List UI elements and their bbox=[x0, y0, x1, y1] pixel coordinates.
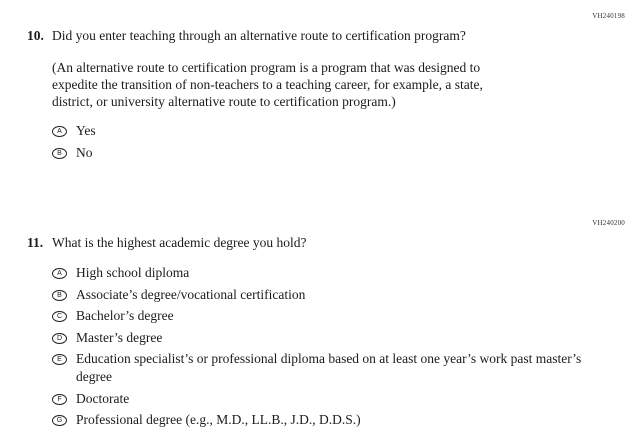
option-doctorate[interactable] bbox=[52, 390, 621, 408]
answer-bubble-icon[interactable]: G bbox=[52, 415, 67, 426]
answer-bubble-icon[interactable]: B bbox=[52, 290, 67, 301]
answer-bubble-icon[interactable]: A bbox=[52, 126, 67, 137]
answer-bubble-icon[interactable]: B bbox=[52, 148, 67, 159]
option-education-specialist[interactable] bbox=[52, 350, 621, 385]
question-number-11: 11. bbox=[27, 235, 44, 251]
answer-bubble-icon[interactable]: E bbox=[52, 354, 67, 365]
option-label: Bachelor’s degree bbox=[76, 308, 174, 324]
question-block-11 bbox=[0, 219, 635, 432]
option-no[interactable] bbox=[52, 144, 621, 162]
answer-bubble-icon[interactable]: D bbox=[52, 333, 67, 344]
option-label: Professional degree (e.g., M.D., LL.B., J.D., D.D.S.) bbox=[76, 412, 361, 428]
option-label: Master’s degree bbox=[76, 329, 163, 345]
option-bachelors-degree[interactable] bbox=[52, 307, 621, 325]
question-number-10: 10. bbox=[27, 28, 44, 43]
option-professional-degree[interactable] bbox=[52, 411, 621, 429]
option-masters-degree[interactable] bbox=[52, 329, 621, 347]
answer-bubble-icon[interactable]: C bbox=[52, 311, 67, 322]
answer-bubble-icon[interactable]: F bbox=[52, 394, 67, 405]
option-associates-degree[interactable] bbox=[52, 286, 621, 304]
option-label: Education specialist’s or professional diploma based on at least one year’s work past master’s degree bbox=[76, 351, 582, 384]
option-label: Doctorate bbox=[76, 390, 130, 406]
question-text-10: Did you enter teaching through an alternative route to certification program? bbox=[52, 28, 466, 43]
answer-bubble-icon[interactable]: A bbox=[52, 268, 67, 279]
question-block-10 bbox=[0, 12, 635, 165]
item-code-10: VH240198 bbox=[592, 12, 625, 20]
option-yes[interactable] bbox=[52, 122, 621, 140]
question-note-10: (An alternative route to certification program is a program that was designed to expedite the transition of non-teachers to a teaching career, for example, a state, district, or university alternative route to certification program.) bbox=[52, 59, 483, 110]
option-label: Yes bbox=[76, 123, 96, 139]
option-label: High school diploma bbox=[76, 265, 190, 281]
item-code-11: VH240200 bbox=[592, 219, 625, 228]
options-list-11 bbox=[52, 264, 621, 428]
question-text-11: What is the highest academic degree you hold? bbox=[52, 235, 307, 251]
option-label: Associate’s degree/vocational certification bbox=[76, 286, 306, 302]
options-list-10 bbox=[52, 122, 621, 161]
option-high-school-diploma[interactable] bbox=[52, 264, 621, 282]
option-label: No bbox=[76, 144, 93, 160]
